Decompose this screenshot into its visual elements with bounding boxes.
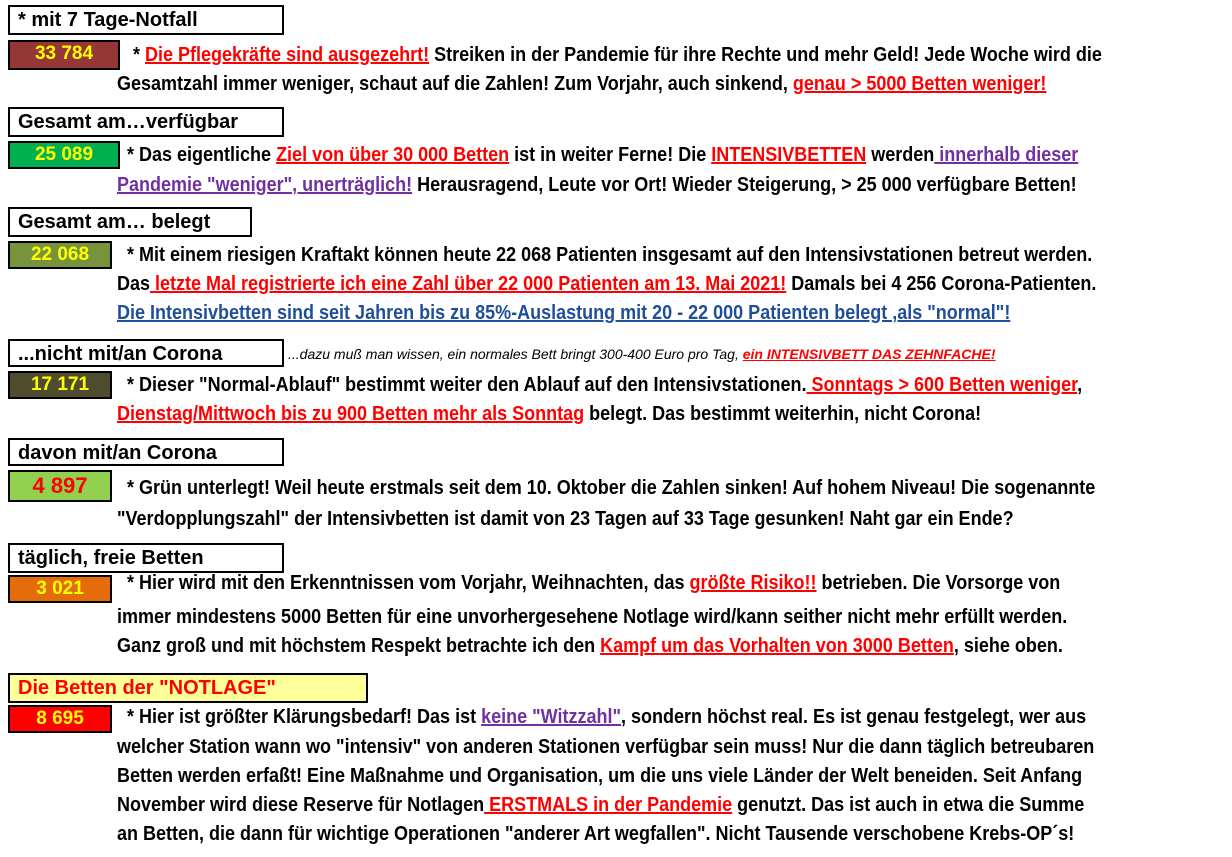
- section-6-label: täglich, freie Betten: [8, 543, 284, 573]
- highlighted-text: Pandemie "weniger", unerträglich!: [117, 174, 413, 196]
- section-2-line-1: [127, 141, 1078, 169]
- section-3-value-box: 22 068: [8, 241, 112, 269]
- highlighted-text: ERSTMALS in der Pandemie: [484, 794, 733, 816]
- body-text: Streiken in der Pandemie für ihre Rechte und mehr Geld! Jede Woche wird die: [429, 44, 1102, 66]
- body-text: genutzt. Das ist auch in etwa die Summe: [732, 794, 1085, 816]
- section-4-value-box: 17 171: [8, 371, 112, 399]
- body-text: Herausragend, Leute vor Ort! Wieder Steigerung, > 25 000 verfügbare Betten!: [412, 174, 1077, 196]
- body-text: * Mit einem riesigen Kraftakt können heute 22 068 Patienten insgesamt auf den Intensivstationen betreut werden.: [127, 244, 1093, 266]
- highlighted-text: letzte Mal registrierte ich eine Zahl über 22 000 Patienten am 13. Mai 2021!: [150, 273, 787, 295]
- section-6-line-1: [127, 569, 1060, 597]
- section-5-label: davon mit/an Corona: [8, 438, 284, 466]
- section-2-value-box: 25 089: [8, 141, 120, 169]
- section-7-line-5: [117, 820, 1074, 848]
- section-7-line-3: [117, 762, 1082, 790]
- section-1-line-1: [133, 41, 1102, 69]
- highlighted-text: Dienstag/Mittwoch bis zu 900 Betten mehr als Sonntag: [117, 403, 585, 425]
- body-text: an Betten, die dann für wichtige Operationen "anderer Art wegfallen". Nicht Tausende verschobene Krebs-OP´s!: [117, 823, 1075, 845]
- section-5-line-2: [117, 505, 1014, 533]
- section-1-line-2: [117, 70, 1046, 98]
- highlighted-text: Sonntags > 600 Betten weniger: [806, 374, 1078, 396]
- body-text: welcher Station wann wo "intensiv" von anderen Stationen verfügbar sein muss! Nur die dann täglich betreubaren: [117, 736, 1095, 758]
- section-3-line-2: [117, 270, 1096, 298]
- section-2-line-2: [117, 171, 1077, 199]
- section-1-value-box: 33 784: [8, 40, 120, 70]
- section-4-line-1: [127, 371, 1082, 399]
- section-7-label: Die Betten der "NOTLAGE": [8, 673, 368, 703]
- body-text: * Hier wird mit den Erkenntnissen vom Vorjahr, Weihnachten, das: [127, 572, 690, 594]
- note-highlight-text: ein INTENSIVBETT DAS ZEHNFACHE!: [742, 346, 996, 362]
- section-2-label: Gesamt am…verfügbar: [8, 107, 284, 137]
- section-3-label: Gesamt am… belegt: [8, 207, 252, 237]
- highlighted-text: größte Risiko!!: [689, 572, 817, 594]
- highlighted-text: innerhalb dieser: [934, 144, 1079, 166]
- section-7-line-2: [117, 733, 1094, 761]
- highlighted-text: keine "Witzzahl": [481, 706, 622, 728]
- section-7-line-4: [117, 791, 1084, 819]
- body-text: * Das eigentliche: [127, 144, 277, 166]
- highlighted-text: Die Intensivbetten sind seit Jahren bis zu 85%-Auslastung mit 20 - 22 000 Patienten belegt ,als "normal"!: [117, 302, 1011, 324]
- section-5-value-box: 4 897: [8, 470, 112, 502]
- body-text: * Dieser "Normal-Ablauf" bestimmt weiter den Ablauf auf den Intensivstationen.: [127, 374, 807, 396]
- body-text: *: [133, 44, 146, 66]
- section-7-value-box: 8 695: [8, 705, 112, 733]
- highlighted-text: INTENSIVBETTEN: [711, 144, 867, 166]
- highlighted-text: Ziel von über 30 000 Betten: [276, 144, 510, 166]
- body-text: Damals bei 4 256 Corona-Patienten.: [786, 273, 1097, 295]
- body-text: Ganz groß und mit höchstem Respekt betrachte ich den: [117, 635, 601, 657]
- body-text: * Grün unterlegt! Weil heute erstmals seit dem 10. Oktober die Zahlen sinken! Auf hohem Niveau! Die sogenannte: [127, 477, 1096, 499]
- section-3-line-3: [117, 299, 1010, 327]
- section-4-note: [288, 345, 996, 363]
- body-text: , siehe oben.: [953, 635, 1063, 657]
- highlighted-text: Kampf um das Vorhalten von 3000 Betten: [600, 635, 954, 657]
- highlighted-text: Die Pflegekräfte sind ausgezehrt!: [145, 44, 430, 66]
- section-6-line-2: [117, 603, 1067, 631]
- section-6-value-box: 3 021: [8, 575, 112, 603]
- body-text: immer mindestens 5000 Betten für eine unvorhergesehene Notlage wird/kann seither nicht mehr erfüllt werden.: [117, 606, 1068, 628]
- body-text: ,: [1077, 374, 1083, 396]
- note-plain-text: ...dazu muß man wissen, ein normales Bett bringt 300-400 Euro pro Tag,: [288, 346, 743, 362]
- body-text: , sondern höchst real. Es ist genau festgelegt, wer aus: [621, 706, 1087, 728]
- body-text: werden: [866, 144, 935, 166]
- body-text: * Hier ist größter Klärungsbedarf! Das ist: [127, 706, 482, 728]
- body-text: belegt. Das bestimmt weiterhin, nicht Corona!: [584, 403, 982, 425]
- section-7-line-1: [127, 703, 1086, 731]
- section-4-label: ...nicht mit/an Corona: [8, 339, 284, 367]
- body-text: betrieben. Die Vorsorge von: [816, 572, 1061, 594]
- body-text: Betten werden erfaßt! Eine Maßnahme und Organisation, um die uns viele Länder der Welt beneiden. Seit Anfang: [117, 765, 1083, 787]
- section-3-line-1: [127, 241, 1092, 269]
- section-1-label: * mit 7 Tage-Notfall: [8, 5, 284, 35]
- body-text: Gesamtzahl immer weniger, schaut auf die Zahlen! Zum Vorjahr, auch sinkend,: [117, 73, 793, 95]
- section-6-line-3: [117, 632, 1063, 660]
- section-5-line-1: [127, 474, 1095, 502]
- body-text: "Verdopplungszahl" der Intensivbetten ist damit von 23 Tagen auf 33 Tage gesunken! Naht gar ein Ende?: [117, 508, 1014, 530]
- section-4-line-2: [117, 400, 981, 428]
- body-text: ist in weiter Ferne! Die: [509, 144, 712, 166]
- body-text: November wird diese Reserve für Notlagen: [117, 794, 485, 816]
- highlighted-text: genau > 5000 Betten weniger!: [792, 73, 1047, 95]
- body-text: Das: [117, 273, 151, 295]
